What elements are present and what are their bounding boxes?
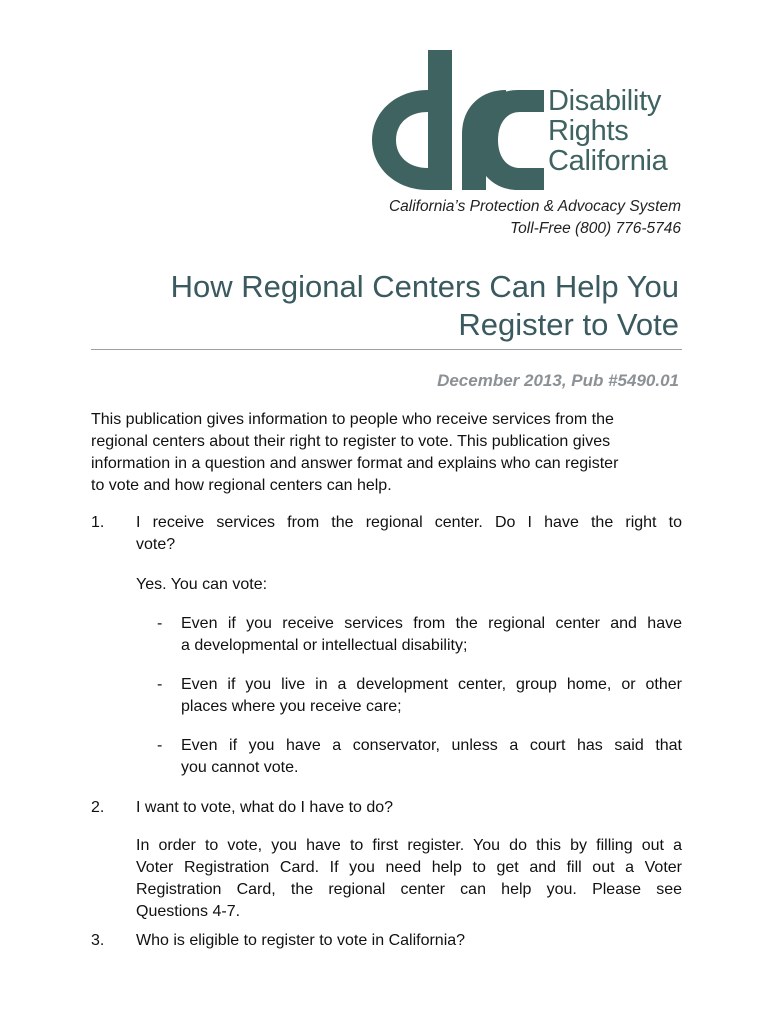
intro-line: information in a question and answer format and explains who can register bbox=[91, 455, 619, 472]
intro-line: to vote and how regional centers can help. bbox=[91, 477, 392, 494]
answer-line: Registration Card, the regional center can help you. Please see bbox=[136, 881, 682, 898]
answer-line: Voter Registration Card. If you need help to get and fill out a Voter bbox=[136, 859, 682, 876]
answer-2 bbox=[136, 835, 682, 923]
question-line: I want to vote, what do I have to do? bbox=[136, 799, 394, 816]
toll-free-number: Toll-Free (800) 776-5746 bbox=[510, 220, 681, 237]
question-number: 2. bbox=[91, 799, 105, 816]
intro-paragraph bbox=[91, 409, 682, 497]
intro-line: regional centers about their right to register to vote. This publication gives bbox=[91, 433, 611, 450]
intro-line: This publication gives information to people who receive services from the bbox=[91, 411, 614, 428]
tagline-text: California’s Protection & Advocacy System bbox=[388, 198, 681, 215]
question-number: 3. bbox=[91, 932, 105, 949]
bullet-dash: - bbox=[157, 676, 163, 693]
logo-line-california: California bbox=[548, 145, 668, 177]
question-line: Who is eligible to register to vote in California? bbox=[136, 932, 466, 949]
bullet-text bbox=[181, 735, 682, 779]
drc-logo bbox=[366, 50, 684, 190]
bullet-dash: - bbox=[157, 615, 163, 632]
answer-line: In order to vote, you have to first register. You do this by filling out a bbox=[136, 837, 682, 854]
bullet-line: places where you receive care; bbox=[181, 698, 402, 715]
title-line-1: How Regional Centers Can Help You bbox=[170, 269, 679, 304]
answer-1: Yes. You can vote: bbox=[136, 576, 268, 593]
organization-tagline bbox=[389, 196, 681, 240]
bullet-text bbox=[181, 613, 682, 657]
logo-line-disability: Disability bbox=[548, 85, 662, 117]
question-text bbox=[136, 930, 682, 952]
drc-monogram-icon bbox=[366, 50, 544, 190]
question-text bbox=[136, 512, 682, 556]
logo-wordmark bbox=[548, 86, 668, 176]
bullet-line: you cannot vote. bbox=[181, 759, 299, 776]
page-title bbox=[171, 268, 679, 344]
question-line: vote? bbox=[136, 536, 176, 553]
bullet-line: Even if you live in a development center, group home, or other bbox=[181, 676, 682, 693]
answer-line: Questions 4-7. bbox=[136, 903, 241, 920]
logo-line-rights: Rights bbox=[548, 115, 629, 147]
bullet-line: a developmental or intellectual disability; bbox=[181, 637, 468, 654]
bullet-dash: - bbox=[157, 737, 163, 754]
title-divider bbox=[91, 349, 682, 350]
question-line: I receive services from the regional center. Do I have the right to bbox=[136, 514, 682, 531]
publication-info: December 2013, Pub #5490.01 bbox=[437, 371, 679, 390]
question-text bbox=[136, 797, 682, 819]
bullet-line: Even if you have a conservator, unless a court has said that bbox=[181, 737, 682, 754]
bullet-line: Even if you receive services from the regional center and have bbox=[181, 615, 682, 632]
question-number: 1. bbox=[91, 514, 105, 531]
bullet-text bbox=[181, 674, 682, 718]
title-line-2: Register to Vote bbox=[458, 307, 679, 342]
